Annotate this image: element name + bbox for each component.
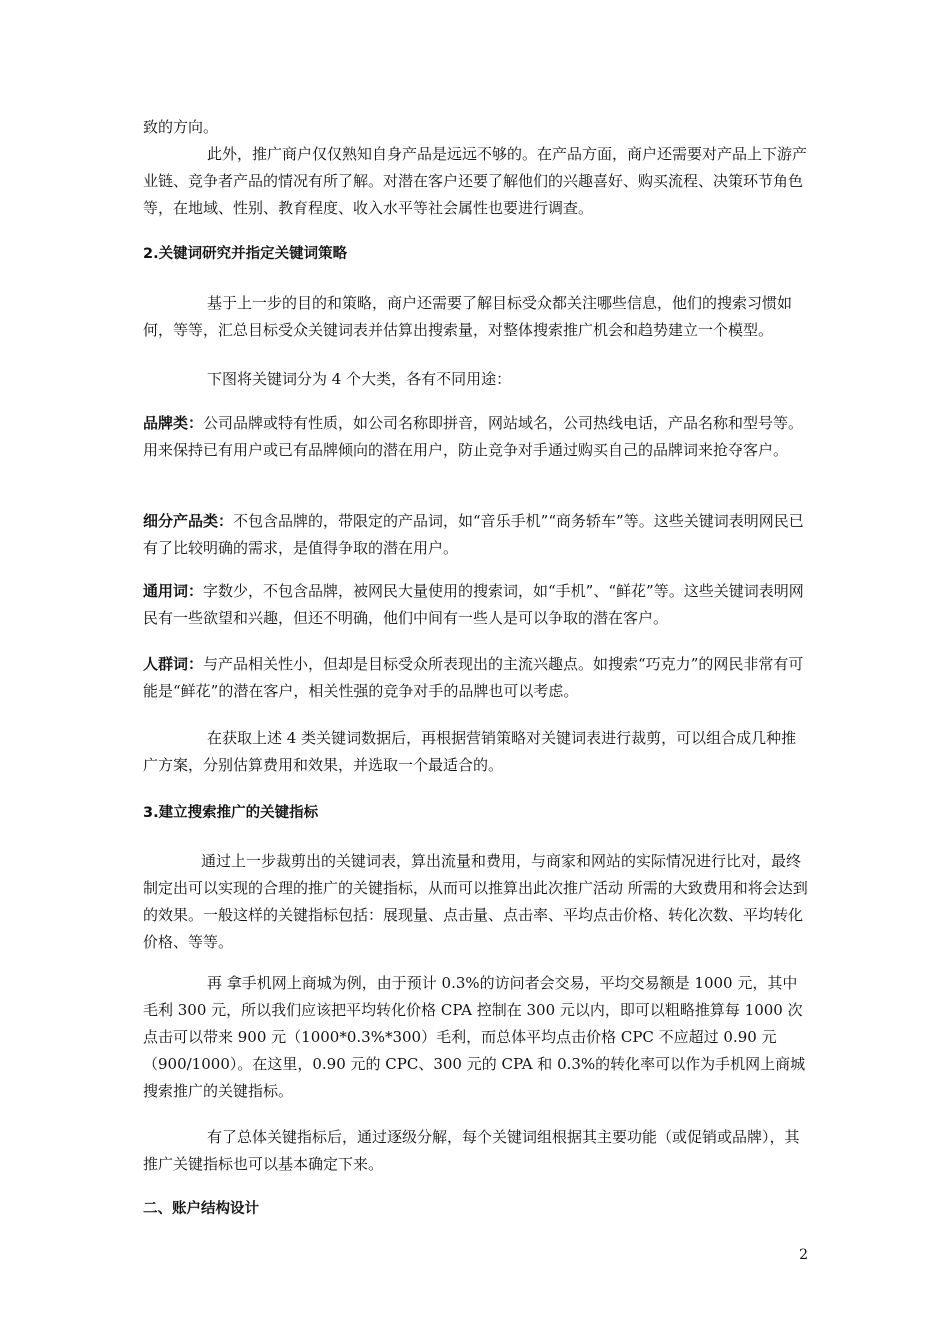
section-heading-key-indicators: 3.建立搜索推广的关键指标 bbox=[143, 805, 319, 821]
paragraph-continuation: 致的方向。 bbox=[143, 118, 219, 136]
paragraph-indicator-breakdown: 有了总体关键指标后，通过逐级分解，每个关键词组根据其主要功能（或促销或品牌），其推广关键指标也可以基本确定下来。 bbox=[143, 1128, 800, 1173]
paragraph-keyword-trimming: 在获取上述 4 类关键词数据后，再根据营销策略对关键词表进行裁剪，可以组合成几种推广方案，分别估算费用和效果，并选取一个最适合的。 bbox=[143, 729, 797, 774]
paragraph-keyword-research: 基于上一步的目的和策略，商户还需要了解目标受众都关注哪些信息，他们的搜索习惯如何，等等，汇总目标受众关键词表并估算出搜索量，对整体搜索推广机会和趋势建立一个模型。 bbox=[143, 294, 793, 339]
section-heading-keyword-research: 2.关键词研究并指定关键词策略 bbox=[143, 246, 348, 262]
paragraph-key-indicators: 通过上一步裁剪出的关键词表，算出流量和费用，与商家和网站的实际情况进行比对，最终制定出可以实现的合理的推广的关键指标，从而可以推算出此次推广活动 所需的大致费用和将会达到的效果。一般这样的关键指标包括：展现量、点击量、点击率、平均点击价格、转化次数、平均转化价格、等等。 bbox=[143, 852, 808, 951]
keyword-category-general-label: 通用词： bbox=[143, 582, 204, 600]
keyword-category-crowd bbox=[143, 651, 808, 705]
keyword-category-general bbox=[143, 578, 808, 632]
keyword-category-segment bbox=[143, 508, 808, 562]
keyword-category-crowd-label: 人群词： bbox=[143, 655, 204, 673]
keyword-category-brand-text: 公司品牌或特有性质，如公司名称即拼音，网站域名，公司热线电话，产品名称和型号等。用来保持已有用户或已有品牌倾向的潜在用户，防止竞争对手通过购买自己的品牌词来抢夺客户。 bbox=[143, 414, 804, 459]
keyword-category-crowd-text: 与产品相关性小，但却是目标受众所表现出的主流兴趣点。如搜索“巧克力”的网民非常有可能是“鲜花”的潜在客户，相关性强的竞争对手的品牌也可以考虑。 bbox=[143, 655, 804, 700]
paragraph-product-knowledge: 此外，推广商户仅仅熟知自身产品是远远不够的。在产品方面，商户还需要对产品上下游产业链、竞争者产品的情况有所了解。对潜在客户还要了解他们的兴趣喜好、购买流程、决策环节角色等，在地域、性别、教育程度、收入水平等社会属性也要进行调查。 bbox=[143, 145, 808, 217]
keyword-category-brand-label: 品牌类： bbox=[143, 414, 204, 432]
keyword-category-segment-text: 不包含品牌的，带限定的产品词，如“音乐手机”“商务轿车”等。这些关键词表明网民已有了比较明确的需求，是值得争取的潜在用户。 bbox=[143, 512, 804, 557]
paragraph-keyword-categories-intro: 下图将关键词分为 4 个大类，各有不同用途： bbox=[207, 370, 512, 388]
page-number: 2 bbox=[799, 1247, 808, 1263]
keyword-category-general-text: 字数少，不包含品牌，被网民大量使用的搜索词，如“手机”、“鲜花”等。这些关键词表明网民有一些欲望和兴趣，但还不明确，他们中间有一些人是可以争取的潜在客户。 bbox=[143, 582, 804, 627]
keyword-category-brand bbox=[143, 410, 808, 464]
paragraph-example-calculation: 再 拿手机网上商城为例，由于预计 0.3%的访问者会交易，平均交易额是 1000 元，其中毛利 300 元，所以我们应该把平均转化价格 CPA 控制在 300 元以内，即可以粗略推算每 1000 次点击可以带来 900 元（1000*0.3%*300）毛利，而总体平均点击价格 CPC 不应超过 0.90 元 （900/1000）。在这里，0.90 元的 CPC、300 元的 CPA 和 0.3%的转化率可以作为手机网上商城搜索推广的关键指标。 bbox=[143, 974, 806, 1100]
keyword-category-segment-label: 细分产品类： bbox=[143, 512, 234, 530]
section-heading-account-structure: 二、账户结构设计 bbox=[143, 1201, 259, 1217]
